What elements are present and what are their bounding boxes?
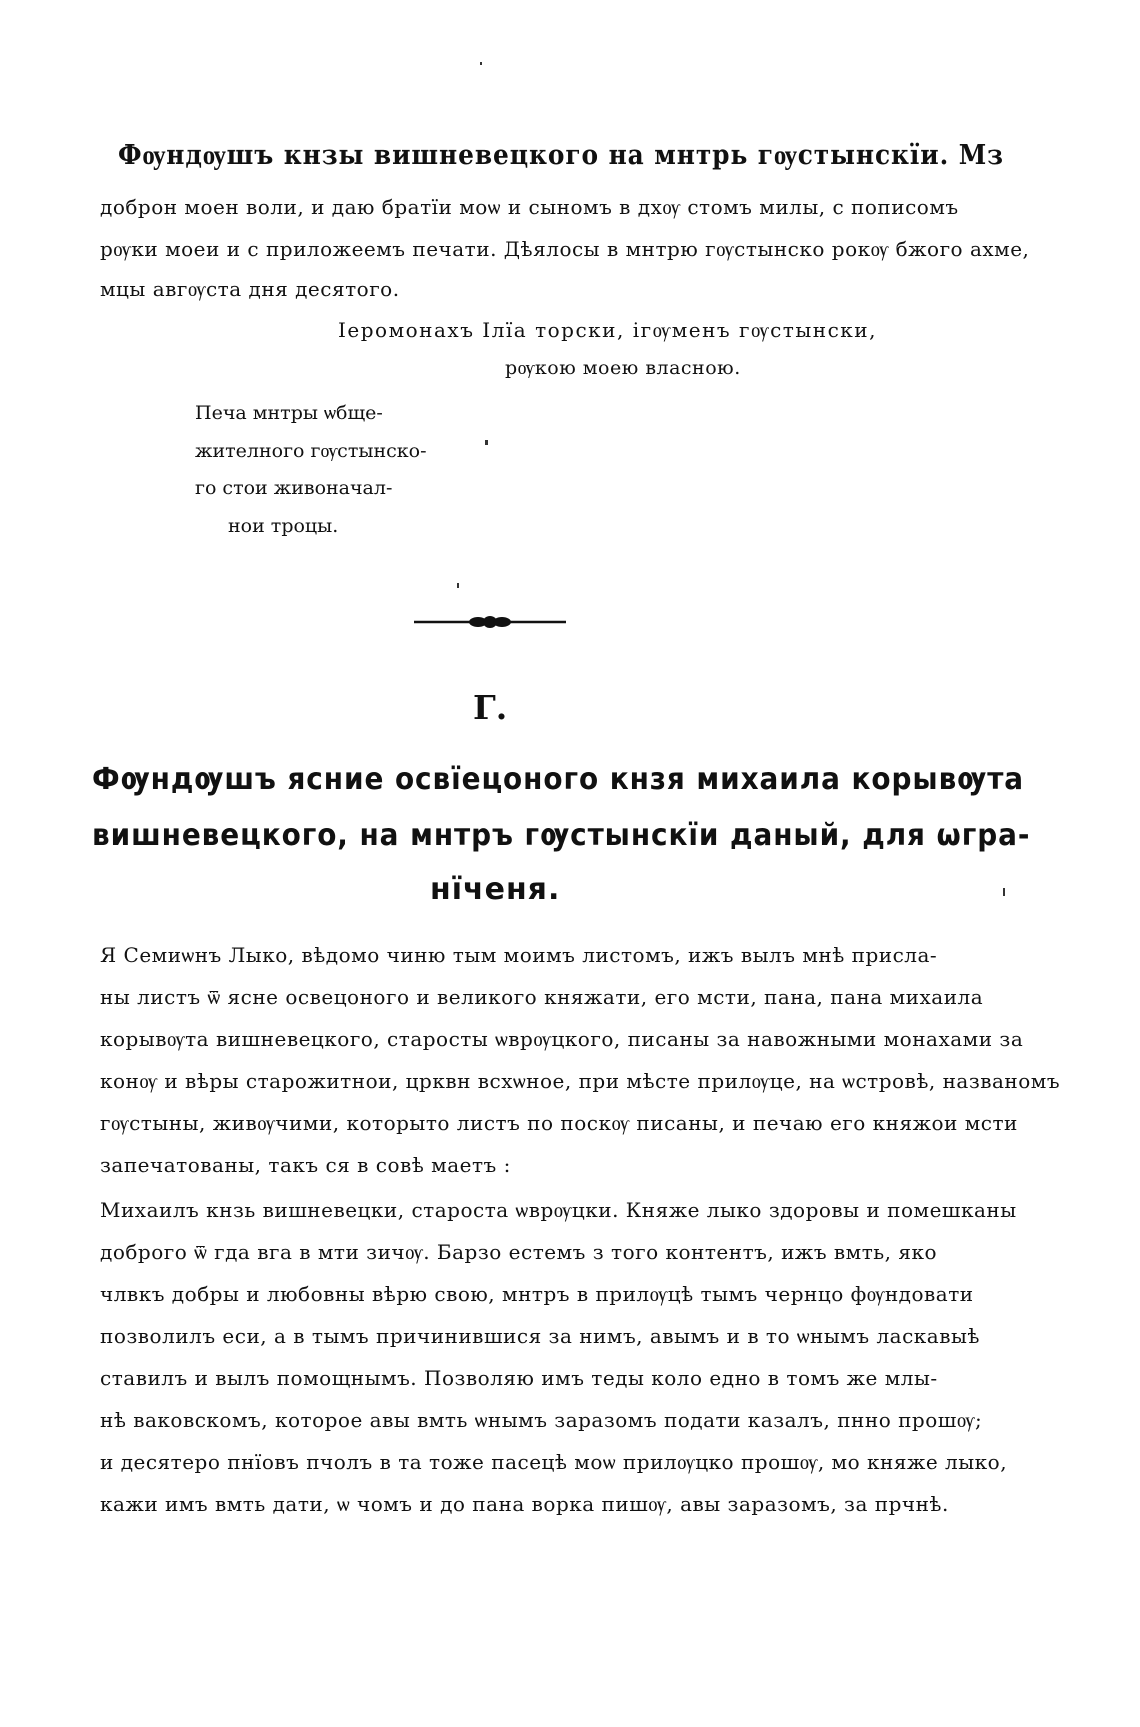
para2-line-3: члвкъ добры и любовны вѣрю свою, мнтръ в прилѹцѣ тымъ чернцо фѹндовати [100,1282,974,1306]
para2-line-7: и десятеро пнїовъ пчолъ в та тоже пасецѣ моѡ прилѹцко прошѹ, мо княже лыко, [100,1450,1008,1474]
para2-line-8: кажи имъ вмть дати, ѡ чомъ и до пана ворка пишѹ, авы заразомъ, за прчнѣ. [100,1492,949,1516]
section-letter: Г. [473,688,508,727]
scan-speck [1003,888,1005,896]
section2-title-line-2: вишневецкого, на мнтръ гѹстынскїи даный, для ѡгра- [92,818,1031,853]
scan-speck [480,62,482,65]
section1-heading: Фѹндѹшъ кнзы вишневецкого на мнтрь гѹстынскїи. Мз [118,140,1004,171]
signature-line-1: Іеромонахъ Ілїа торски, ігѹменъ гѹстынски, [338,318,877,342]
scan-speck [485,440,488,445]
seal-line-1: Печа мнтры ѡбще- [195,402,383,424]
para1-line-5: гѹстыны, живѹчими, которыто листъ по поскѹ писаны, и печаю его княжои мсти [100,1111,1018,1135]
section2-title-line-3: нїченя. [430,872,561,907]
section1-line-1: доброн моен воли, и даю братїи моѡ и сыномъ в дхѹ стомъ милы, с пописомъ [100,195,959,219]
ornamental-divider [410,614,570,630]
para1-line-1: Я Семиѡнъ Лыко, вѣдомо чиню тым моимъ листомъ, ижъ вылъ мнѣ присла- [100,943,938,967]
seal-line-4: нои троцы. [228,515,339,537]
para2-line-2: доброго ѿ гда вга в мти зичѹ. Барзо естемъ з того контентъ, ижъ вмть, яко [100,1240,938,1264]
para1-line-6: запечатованы, такъ ся в совѣ маетъ : [100,1153,511,1177]
section1-line-2: рѹки моеи и с приложеемъ печати. Дѣялосы в мнтрю гѹстынско рокѹ бжого ахме, [100,237,1030,261]
para2-line-4: позволилъ еси, а в тымъ причинившися за нимъ, авымъ и в то ѡнымъ ласкавыѣ [100,1324,980,1348]
para1-line-3: корывѹта вишневецкого, старосты ѡврѹцкого, писаны за навожными монахами за [100,1027,1024,1051]
para2-line-1: Михаилъ кнзь вишневецки, староста ѡврѹцки. Княже лыко здоровы и помешканы [100,1198,1017,1222]
scan-speck [457,583,459,588]
section2-title-line-1: Фѹндѹшъ ясние освїецоного кнзя михаила корывѹта [92,762,1025,797]
seal-line-3: го стои живоначал- [195,477,393,499]
seal-line-2: жителного гѹстынско- [195,440,427,462]
para1-line-4: конѹ и вѣры старожитнои, црквн всхѡное, при мѣсте прилѹце, на ѡстровѣ, названомъ [100,1069,1061,1093]
para2-line-5: ставилъ и вылъ помощнымъ. Позволяю имъ теды коло едно в томъ же млы- [100,1366,938,1390]
signature-line-2: рѹкою моею власною. [505,357,741,379]
section1-line-3: мцы авгѹста дня десятого. [100,277,400,301]
para1-line-2: ны листъ ѿ ясне освецоного и великого княжати, его мсти, пана, пана михаила [100,985,984,1009]
para2-line-6: нѣ ваковскомъ, которое авы вмть ѡнымъ заразомъ подати казалъ, пнно прошѹ; [100,1408,983,1432]
